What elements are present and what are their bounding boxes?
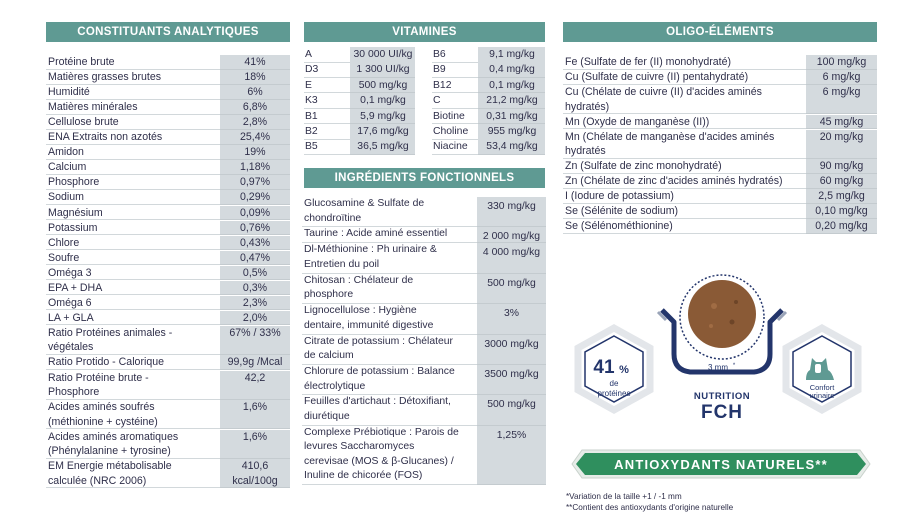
row-label (46, 55, 220, 70)
row-value-line: 67% / 33% (229, 326, 281, 339)
row-value (806, 130, 877, 159)
row-label-line: Mn (Oxyde de manganèse (II)) (565, 115, 710, 128)
row-label-line: Glucosamine & Sulfate de (304, 198, 425, 209)
row-label-line: (Phénylalanine + tyrosine) (48, 445, 171, 458)
constituants-header: CONSTITUANTS ANALYTIQUES (46, 22, 290, 42)
vitamin-row (304, 109, 545, 125)
vitamin-row (304, 93, 545, 109)
row-label-line: Humidité (48, 86, 90, 99)
row-label-line: Se (Sélénite de sodium) (565, 205, 679, 218)
row-value-line: 6 mg/kg (822, 86, 861, 99)
vitamin-value: 53,4 mg/kg (478, 139, 545, 155)
row-value-line: 0,97% (239, 176, 271, 189)
vitamin-value: 0,4 mg/kg (478, 62, 545, 78)
row-label-line: Cellulose brute (48, 116, 119, 129)
table-row (563, 55, 877, 70)
table-row (302, 365, 546, 395)
row-label-line: Complexe Prébiotique : Parois de (304, 426, 459, 438)
row-label-line: levures Saccharomyces (304, 441, 415, 453)
row-label (46, 175, 220, 190)
row-label-line: (méthionine + cystéine) (48, 415, 158, 428)
protein-value: 41 (593, 357, 615, 378)
table-row (302, 426, 546, 485)
row-label (302, 243, 477, 273)
row-value-line: 3500 mg/kg (484, 369, 539, 380)
table-row (46, 281, 290, 296)
row-value (220, 206, 290, 221)
row-label-line: Zn (Sulfate de zinc monohydraté) (565, 160, 722, 173)
table-row (563, 130, 877, 159)
table-row (46, 459, 290, 488)
row-label-line: cerevisae (MOS & β-Glucanes) / (304, 455, 454, 467)
protein-word1: de (609, 379, 619, 388)
table-row (302, 274, 546, 304)
row-value-line: 1,6% (242, 401, 268, 414)
row-label (46, 100, 220, 115)
row-value (477, 227, 546, 243)
row-value (220, 100, 290, 115)
row-value-line: 0,5% (242, 266, 268, 279)
vitamin-name: B12 (432, 78, 478, 94)
table-row (302, 335, 546, 365)
row-value (220, 430, 290, 459)
table-row (563, 219, 877, 234)
row-value-line: 0,10 mg/kg (815, 205, 868, 218)
row-value-line: 25,4% (239, 131, 271, 144)
row-value-line: 3000 mg/kg (484, 338, 539, 350)
row-label-line: Acides aminés soufrés (48, 401, 155, 414)
row-label-line: hydratés (565, 145, 606, 158)
row-value-line: 0,76% (239, 221, 271, 234)
row-label-line: Feuilles d'artichaut : Détoxifiant, (304, 396, 451, 408)
row-value (806, 159, 877, 174)
row-value (806, 219, 877, 234)
vitamin-value: 9,1 mg/kg (478, 47, 545, 63)
table-row (563, 70, 877, 85)
row-value (806, 204, 877, 219)
vitamin-name: Choline (432, 124, 478, 140)
row-label-line: Ratio Protéines animales - (48, 326, 173, 339)
row-label (563, 174, 806, 189)
table-row (46, 190, 290, 205)
row-value (477, 274, 546, 304)
vitamin-name: Niacine (432, 139, 478, 155)
row-value-line: 99,9g /Mcal (227, 356, 283, 369)
row-label (46, 326, 220, 355)
row-value (477, 304, 546, 334)
vitamin-value: 36,5 mg/kg (350, 139, 415, 155)
vitamin-value: 1 300 UI/kg (350, 62, 415, 78)
brand-top: NUTRITION (693, 391, 751, 402)
row-value (220, 145, 290, 160)
vitamin-value: 0,31 mg/kg (478, 109, 545, 125)
row-value-line: 2,0% (242, 311, 268, 324)
vitamin-name: C (432, 93, 478, 109)
row-label-line: ENA Extraits non azotés (48, 131, 163, 144)
kibble-size: 3 mm (708, 363, 728, 372)
row-value-line: 0,09% (239, 206, 271, 219)
row-value (477, 197, 546, 227)
row-value-line: 60 mg/kg (819, 175, 864, 188)
row-value (477, 426, 546, 485)
row-value (220, 70, 290, 85)
row-label-line: Chlorure de potassium : Balance (304, 366, 455, 377)
vitamin-value: 0,1 mg/kg (478, 78, 545, 94)
table-row (46, 221, 290, 236)
table-row (46, 55, 290, 70)
row-value-line: 0,29% (239, 191, 271, 204)
row-label (46, 311, 220, 326)
row-label (302, 365, 477, 395)
comfort-word2: urinaire (809, 391, 835, 400)
row-label-line: EPA + DHA (48, 281, 103, 294)
row-label (302, 227, 477, 243)
row-label-line: Oméga 3 (48, 266, 92, 279)
row-label (563, 130, 806, 159)
row-value (806, 70, 877, 85)
footnote-antiox: **Contient des antioxydants d'origine naturelle (566, 503, 734, 512)
row-value (220, 459, 290, 488)
row-label-line: Acides aminés aromatiques (48, 430, 179, 443)
row-value (220, 115, 290, 130)
row-label-line: de calcium (304, 350, 354, 362)
row-value (220, 85, 290, 100)
comfort-word1: Confort (809, 383, 835, 392)
table-row (563, 189, 877, 204)
table-row (302, 243, 546, 273)
row-value (220, 355, 290, 370)
row-label (302, 274, 477, 304)
row-label-line: diurétique (304, 410, 350, 422)
row-value-line: 19% (244, 146, 266, 159)
row-label (46, 160, 220, 175)
row-value-line: kcal/100g (232, 474, 278, 487)
table-row (46, 296, 290, 311)
row-label-line: Potassium (48, 221, 98, 234)
row-value (220, 221, 290, 236)
row-label-line: végétales (48, 341, 94, 354)
column-gap (415, 47, 432, 63)
table-row (46, 430, 290, 459)
row-value-line: 100 mg/kg (816, 56, 867, 68)
row-label-line: Se (Sélénométhionine) (565, 220, 673, 233)
table-row (563, 159, 877, 174)
row-value (220, 281, 290, 296)
row-label-line: hydratés) (565, 100, 610, 113)
row-value-line: 45 mg/kg (819, 115, 864, 128)
row-label-line: Entretien du poil (304, 258, 380, 270)
table-row (563, 115, 877, 130)
row-label-line: LA + GLA (48, 311, 94, 324)
table-row (46, 371, 290, 400)
row-value-line: 2,8% (242, 116, 268, 129)
row-label-line: Cu (Sulfate de cuivre (II) pentahydraté) (565, 71, 749, 84)
row-value (806, 174, 877, 189)
table-row (46, 115, 290, 130)
row-label (302, 335, 477, 365)
table-row (46, 70, 290, 85)
row-value-line: 6% (247, 86, 263, 99)
row-label-line: Taurine : Acide aminé essentiel (304, 228, 448, 240)
row-value-line: 1,18% (239, 161, 271, 174)
kibble-mark: * (732, 363, 736, 369)
row-value (220, 371, 290, 400)
vitamin-value: 955 mg/kg (478, 124, 545, 140)
row-value (220, 326, 290, 355)
row-value-line: 1,6% (242, 430, 268, 443)
row-label (46, 296, 220, 311)
vitamin-value: 5,9 mg/kg (350, 109, 415, 125)
column-gap (415, 139, 432, 155)
column-gap (415, 124, 432, 140)
row-label-line: Ratio Protido - Calorique (48, 356, 164, 369)
vitamines-header: VITAMINES (304, 22, 545, 42)
row-label (46, 459, 220, 488)
vitamin-name: D3 (304, 62, 350, 78)
vitamin-row (304, 62, 545, 78)
column-gap (415, 62, 432, 78)
row-label (302, 426, 477, 485)
row-label-line: Citrate de potassium : Chélateur (304, 335, 454, 347)
row-label-line: Protéine brute (48, 56, 115, 68)
row-value (477, 395, 546, 425)
row-label (302, 395, 477, 425)
vitamin-name: K3 (304, 93, 350, 109)
table-row (302, 304, 546, 334)
row-label (46, 115, 220, 130)
table-row (46, 85, 290, 100)
row-label-line: dentaire, immunité digestive (304, 319, 434, 331)
row-label (563, 204, 806, 219)
row-value (220, 236, 290, 251)
vitamin-value: 30 000 UI/kg (350, 47, 415, 63)
row-label (46, 355, 220, 370)
vitamin-row (304, 139, 545, 155)
oligo-header: OLIGO-ÉLÉMENTS (563, 22, 877, 42)
table-row (46, 130, 290, 145)
table-row (563, 204, 877, 219)
row-label (46, 400, 220, 429)
vitamin-name: A (304, 47, 350, 63)
row-value-line: 6 mg/kg (822, 71, 861, 84)
row-value-line: 500 mg/kg (487, 399, 536, 411)
vitamin-name: B6 (432, 47, 478, 63)
table-row (46, 160, 290, 175)
row-label-line: Oméga 6 (48, 296, 92, 309)
row-label-line: Cu (Chélate de cuivre (II) d'acides aminés (565, 86, 762, 99)
row-label-line: Magnésium (48, 206, 103, 219)
row-value (477, 243, 546, 273)
nutrition-badges (566, 272, 876, 442)
row-value-line: 18% (244, 71, 266, 84)
row-value-line: 330 mg/kg (487, 201, 536, 212)
row-value (220, 160, 290, 175)
row-label (46, 236, 220, 251)
row-label (302, 197, 477, 227)
row-value (220, 175, 290, 190)
vitamin-value: 17,6 mg/kg (350, 124, 415, 140)
row-value (220, 266, 290, 281)
row-value (220, 130, 290, 145)
vitamin-name: E (304, 78, 350, 94)
row-label-line: Phosphore (48, 386, 100, 398)
table-row (46, 145, 290, 160)
row-label-line: phosphore (304, 289, 354, 301)
ingredients-header: INGRÉDIENTS FONCTIONNELS (304, 168, 545, 188)
vitamin-value: 500 mg/kg (350, 78, 415, 94)
row-label-line: Chlore (48, 236, 80, 249)
vitamin-name: Biotine (432, 109, 478, 125)
row-value (220, 311, 290, 326)
table-row (46, 236, 290, 251)
row-label-line: Inuline de chicorée (FOS) (304, 470, 423, 482)
row-value (220, 296, 290, 311)
column-gap (415, 78, 432, 94)
antioxidants-banner (566, 449, 876, 479)
row-label-line: Matières grasses brutes (48, 71, 162, 84)
row-label-line: Chitosan : Chélateur de (304, 274, 414, 286)
vitamin-value: 21,2 mg/kg (478, 93, 545, 109)
row-label (46, 221, 220, 236)
vitamin-value: 0,1 mg/kg (350, 93, 415, 109)
row-label (563, 115, 806, 130)
row-value (806, 115, 877, 130)
row-label-line: Fe (Sulfate de fer (II) monohydraté) (565, 56, 732, 68)
row-label (563, 159, 806, 174)
row-value-line: 410,6 (241, 460, 269, 473)
row-value-line: 41% (244, 56, 266, 68)
row-label (46, 266, 220, 281)
table-row (46, 251, 290, 266)
row-label-line: Phosphore (48, 176, 100, 189)
row-label-line: chondroïtine (304, 212, 362, 224)
column-gap (415, 93, 432, 109)
row-label (46, 85, 220, 100)
row-value (477, 335, 546, 365)
row-value-line: 4 000 mg/kg (482, 247, 541, 259)
comfort-badge (786, 328, 858, 410)
row-value-line: 0,3% (242, 281, 268, 294)
antioxidants-label: ANTIOXYDANTS NATURELS** (614, 457, 828, 472)
row-label (563, 219, 806, 234)
row-label (563, 85, 806, 114)
row-value-line: 500 mg/kg (487, 277, 536, 289)
row-label (46, 281, 220, 296)
table-row (46, 206, 290, 221)
table-row (46, 355, 290, 370)
table-row (563, 174, 877, 189)
vitamin-name: B2 (304, 124, 350, 140)
row-value (806, 189, 877, 204)
table-row (302, 197, 546, 227)
row-label-line: électrolytique (304, 380, 366, 392)
vitamin-name: B9 (432, 62, 478, 78)
row-value-line: 0,43% (239, 236, 271, 249)
row-label (302, 304, 477, 334)
row-label (46, 190, 220, 205)
row-value-line: 0,20 mg/kg (815, 220, 868, 233)
row-value (806, 55, 877, 70)
vitamin-row (304, 124, 545, 140)
table-row (302, 227, 546, 243)
row-label (46, 70, 220, 85)
row-label-line: Lignocellulose : Hygiène (304, 305, 417, 317)
row-label-line: Matières minérales (48, 101, 138, 114)
row-value (220, 400, 290, 429)
row-value-line: 2,5 mg/kg (818, 190, 865, 203)
table-row (46, 400, 290, 429)
row-value (220, 55, 290, 70)
column-gap (415, 109, 432, 125)
row-label (46, 430, 220, 459)
row-label-line: I (Iodure de potassium) (565, 190, 674, 203)
row-label-line: Dl-Méthionine : Ph urinaire & (304, 244, 437, 256)
row-label-line: Zn (Chélate de zinc d'acides aminés hydratés) (565, 175, 783, 188)
row-value-line: 42,2 (244, 371, 266, 384)
row-value-line: 90 mg/kg (819, 160, 864, 173)
vitamin-name: B1 (304, 109, 350, 125)
row-value (220, 251, 290, 266)
vitamin-row (304, 78, 545, 94)
row-label-line: calculée (NRC 2006) (48, 474, 147, 487)
row-label (563, 55, 806, 70)
row-label (46, 145, 220, 160)
protein-badge (578, 328, 650, 410)
table-row (46, 100, 290, 115)
table-row (46, 326, 290, 355)
protein-unit: % (619, 364, 629, 376)
row-value-line: 6,8% (242, 101, 268, 114)
row-value (477, 365, 546, 395)
kibble-badge (658, 275, 786, 423)
brand-main: FCH (700, 402, 744, 423)
row-value-line: 3% (503, 308, 520, 320)
vitamin-row (304, 47, 545, 63)
row-label-line: EM Energie métabolisable (48, 460, 172, 473)
table-row (563, 85, 877, 114)
row-value-line: 2,3% (242, 296, 268, 309)
footnote-size: *Variation de la taille +1 / -1 mm (566, 492, 682, 501)
row-value-line: 1,25% (496, 429, 527, 441)
row-label-line: Mn (Chélate de manganèse d'acides aminés (565, 130, 775, 143)
row-value-line: 0,47% (239, 251, 271, 264)
row-label-line: Soufre (48, 251, 80, 264)
table-row (302, 395, 546, 425)
row-value-line: 2 000 mg/kg (482, 231, 541, 243)
row-label (46, 371, 220, 400)
row-label-line: Ratio Protéine brute - (48, 371, 149, 384)
row-value (806, 85, 877, 114)
row-label (563, 189, 806, 204)
table-row (46, 311, 290, 326)
row-label (46, 130, 220, 145)
table-row (46, 266, 290, 281)
row-label (46, 206, 220, 221)
table-row (46, 175, 290, 190)
row-label-line: Calcium (48, 161, 87, 174)
protein-word2: protéines (597, 389, 631, 398)
row-label-line: Sodium (48, 191, 84, 204)
row-value-line: 20 mg/kg (819, 130, 864, 143)
row-label (46, 251, 220, 266)
row-label (563, 70, 806, 85)
vitamin-name: B5 (304, 139, 350, 155)
row-label-line: Amidon (48, 146, 84, 159)
row-value (220, 190, 290, 205)
